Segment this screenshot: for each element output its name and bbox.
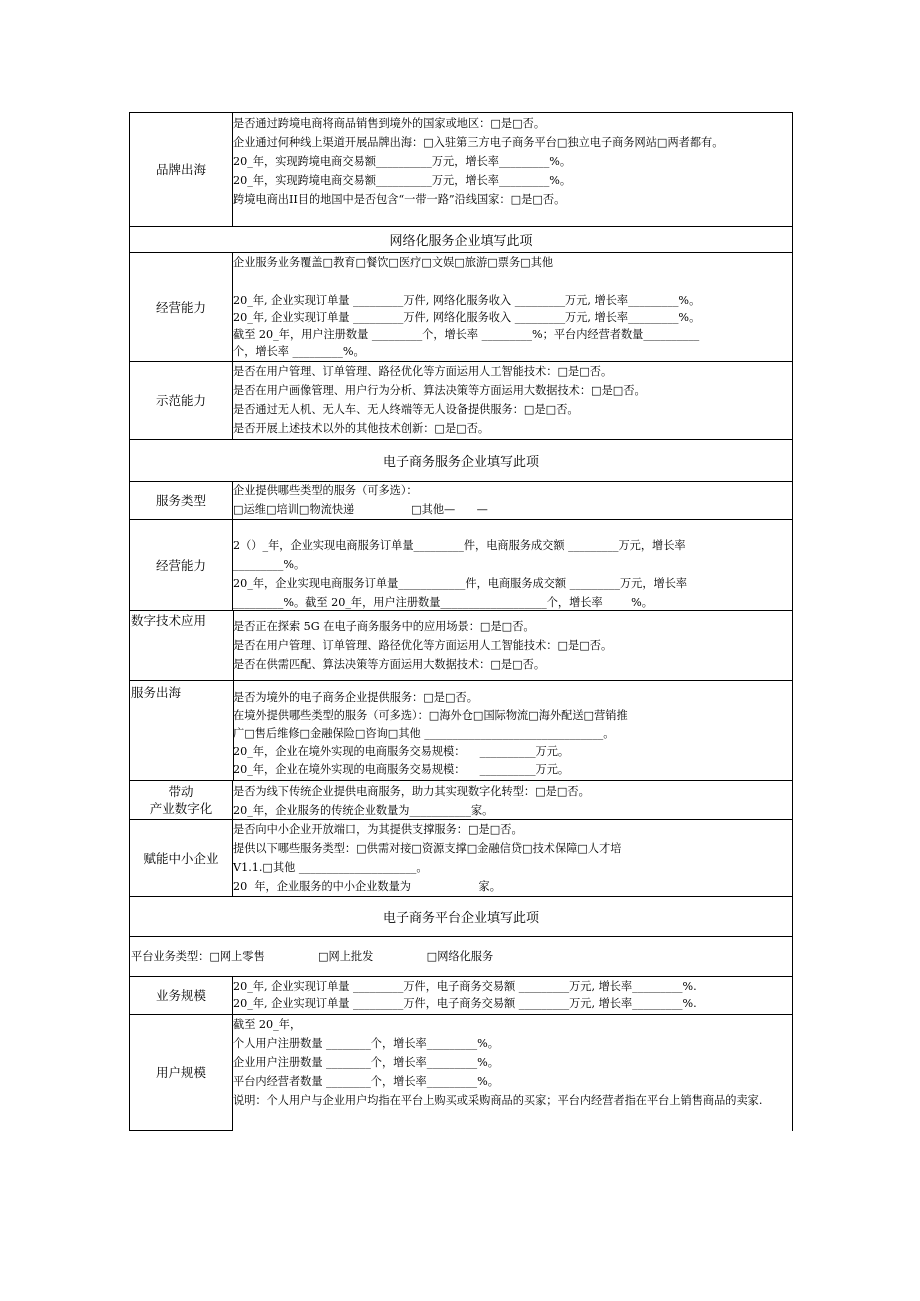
- ecom-sme-line-1: 是否向中小企业开放端口，为其提供支撑服务：□是□否。: [233, 823, 523, 836]
- platform-user-line-1: 截至 20_年，: [233, 1018, 302, 1031]
- ecom-export-line-3: 广□售后维修□金融保险□咨询□其他 ________________________________。: [233, 727, 615, 740]
- ecom-tech-line-1: 是否正在探索 5G 在电子商务服务中的应用场景：□是□否。: [233, 620, 535, 633]
- network-demo-row: [130, 362, 792, 440]
- ecom-tech-line-2: 是否在用户管理、订单管理、路径优化等方面运用人工智能技术：□是□否。: [233, 639, 613, 652]
- brand-export-line-1: 是否通过跨境电商将商品销售到境外的国家或地区：□是□否。: [233, 117, 546, 130]
- platform-scale-line-2: 20_年, 企业实现订单量 _________万件，电子商务交易额 _________万元, 增长率_________%.: [233, 997, 697, 1010]
- network-service-header: 网络化服务企业填写此项: [130, 227, 792, 253]
- ecom-tech-label: 数字技术应用: [130, 611, 234, 680]
- platform-scale-content: [233, 978, 792, 1014]
- ecom-ops-content: [233, 536, 792, 610]
- brand-export-line-3: 20_年，实现跨境电商交易额__________万元，增长率_________%。: [233, 155, 572, 168]
- brand-export-line-2: 企业通过何种线上渠道开展品牌出海：□入驻第三方电子商务平台□独立电子商务网站□两者都有。: [233, 136, 724, 149]
- ecom-digital-label: [130, 781, 233, 819]
- ecom-ops-line-3: 20_年，企业实现电商服务订单量____________件，电商服务成交额 _________万元，增长率: [233, 577, 688, 590]
- network-ops-label: 经营能力: [130, 253, 233, 361]
- ecom-digital-content: [233, 782, 792, 819]
- network-demo-label: 示范能力: [130, 362, 233, 439]
- ecom-digital-label-line-1: 带动: [168, 784, 194, 799]
- ecom-type-row: [130, 482, 792, 520]
- brand-export-line-4: 20_年，实现跨境电商交易额__________万元，增长率_________%。: [233, 174, 572, 187]
- platform-type-line: 平台业务类型：□网上零售 □网上批发 □网络化服务: [131, 950, 494, 963]
- ecom-export-line-1: 是否为境外的电子商务企业提供服务：□是□否。: [233, 691, 478, 704]
- network-ops-line-5: 截至 20_年，用户注册数量 _________个，增长率 _________%；平台内经营者数量__________: [233, 328, 700, 341]
- network-ops-line-4: 20_年, 企业实现订单量 _________万件, 网络化服务收入 _________万元, 增长率_________%。: [233, 311, 701, 324]
- platform-type-content: [130, 937, 792, 976]
- ecom-sme-label: 赋能中小企业: [130, 820, 233, 896]
- network-demo-line-4: 是否开展上述技术以外的其他技术创新：□是□否。: [233, 422, 490, 435]
- ecom-export-content: [233, 689, 792, 780]
- platform-user-note: 说明：个人用户与企业用户均指在平台上购买或采购商品的买家；平台内经营者指在平台上销售商品的卖家.: [233, 1094, 763, 1107]
- platform-user-line-3: 企业用户注册数量 ________个，增长率_________%。: [233, 1056, 499, 1069]
- network-ops-line-1: 企业服务业务覆盖□教育□餐饮□医疗□文娱□旅游□票务□其他: [233, 256, 554, 269]
- platform-user-line-2: 个人用户注册数量 ________个，增长率_________%。: [233, 1037, 499, 1050]
- ecom-export-line-4: 20_年，企业在境外实现的电商服务交易规模： __________万元。: [233, 745, 570, 758]
- brand-export-line-5: 跨境电商出II目的地国中是否包含“一带一路”沿线国家：□是□否。: [233, 193, 566, 206]
- brand-export-label: 品牌出海: [130, 113, 233, 226]
- ecom-sme-line-3: V1.1.□其他 _____________________。: [233, 861, 428, 874]
- ecom-ops-line-1: 2（）_年，企业实现电商服务订单量_________件，电商服务成交额 _________万元，增长率: [233, 539, 686, 552]
- ecom-digital-label-line-2: 产业数字化: [149, 801, 213, 816]
- network-ops-line-6: 个，增长率 _________%。: [233, 345, 365, 358]
- ecom-ops-label: 经营能力: [130, 520, 233, 610]
- ecom-tech-line-3: 是否在供需匹配、算法决策等方面运用大数据技术：□是□否。: [233, 658, 546, 671]
- ecom-export-line-2: 在境外提供哪些类型的服务（可多选）：□海外仓□国际物流□海外配送□营销推: [233, 709, 628, 722]
- ecom-sme-line-2: 提供以下哪些服务类型：□供需对接□资源支撑□金融信贷□技术保障□人才培: [233, 842, 622, 855]
- network-ops-content: [233, 254, 792, 361]
- ecom-digital-row: [130, 781, 792, 820]
- ecom-type-label: 服务类型: [130, 482, 233, 519]
- ecom-sme-content: [233, 820, 792, 896]
- platform-scale-row: [130, 977, 792, 1015]
- network-demo-line-3: 是否通过无人机、无人车、无人终端等无人设备提供服务：□是□否。: [233, 403, 579, 416]
- network-ops-row: [130, 253, 792, 362]
- ecom-export-row: [130, 681, 792, 781]
- platform-scale-line-1: 20_年, 企业实现订单量 _________万件，电子商务交易额 _________万元, 增长率_________%.: [233, 980, 697, 993]
- platform-header: 电子商务平台企业填写此项: [130, 897, 792, 937]
- application-form-table: [129, 112, 793, 1131]
- ecom-ops-row: [130, 520, 792, 611]
- ecom-tech-content: [233, 617, 792, 680]
- platform-type-row: [130, 937, 792, 977]
- platform-user-content: [233, 1015, 792, 1131]
- ecom-sme-line-4: 20 年，企业服务的中小企业数量为 家。: [233, 880, 501, 893]
- ecom-service-header: 电子商务服务企业填写此项: [130, 440, 792, 482]
- ecom-ops-line-4: _________%。截至 20_年，用户注册数量___________________个，增长率 %。: [233, 596, 653, 609]
- ecom-export-label: 服务出海: [130, 681, 234, 780]
- ecom-sme-row: [130, 820, 792, 897]
- ecom-type-line-2: □运维□培训□物流快递 □其他— —: [233, 503, 488, 516]
- ecom-tech-row: [130, 611, 792, 681]
- platform-scale-label: 业务规模: [130, 977, 233, 1014]
- platform-user-row: [130, 1015, 792, 1131]
- platform-user-line-4: 平台内经营者数量 ________个，增长率_________%。: [233, 1075, 499, 1088]
- ecom-ops-line-2: _________%。: [233, 558, 306, 571]
- ecom-type-line-1: 企业提供哪些类型的服务（可多选）：: [233, 484, 418, 497]
- network-ops-line-3: 20_年, 企业实现订单量 _________万件, 网络化服务收入 _________万元, 增长率_________%。: [233, 294, 701, 307]
- network-ops-line-2: [233, 271, 792, 292]
- brand-export-content: [233, 114, 792, 226]
- network-demo-line-2: 是否在用户画像管理、用户行为分析、算法决策等方面运用大数据技术：□是□否。: [233, 384, 646, 397]
- network-demo-line-1: 是否在用户管理、订单管理、路径优化等方面运用人工智能技术：□是□否。: [233, 365, 613, 378]
- ecom-digital-line-1: 是否为线下传统企业提供电商服务，助力其实现数字化转型：□是□否。: [233, 785, 590, 798]
- ecom-export-line-5: 20_年，企业在境外实现的电商服务交易规模： __________万元。: [233, 763, 570, 776]
- brand-export-row: [130, 113, 792, 227]
- ecom-digital-line-2: 20_年，企业服务的传统企业数量为___________家。: [233, 804, 494, 817]
- platform-user-label: 用户规模: [130, 1015, 233, 1131]
- ecom-type-content: [233, 481, 792, 519]
- network-demo-content: [233, 362, 792, 439]
